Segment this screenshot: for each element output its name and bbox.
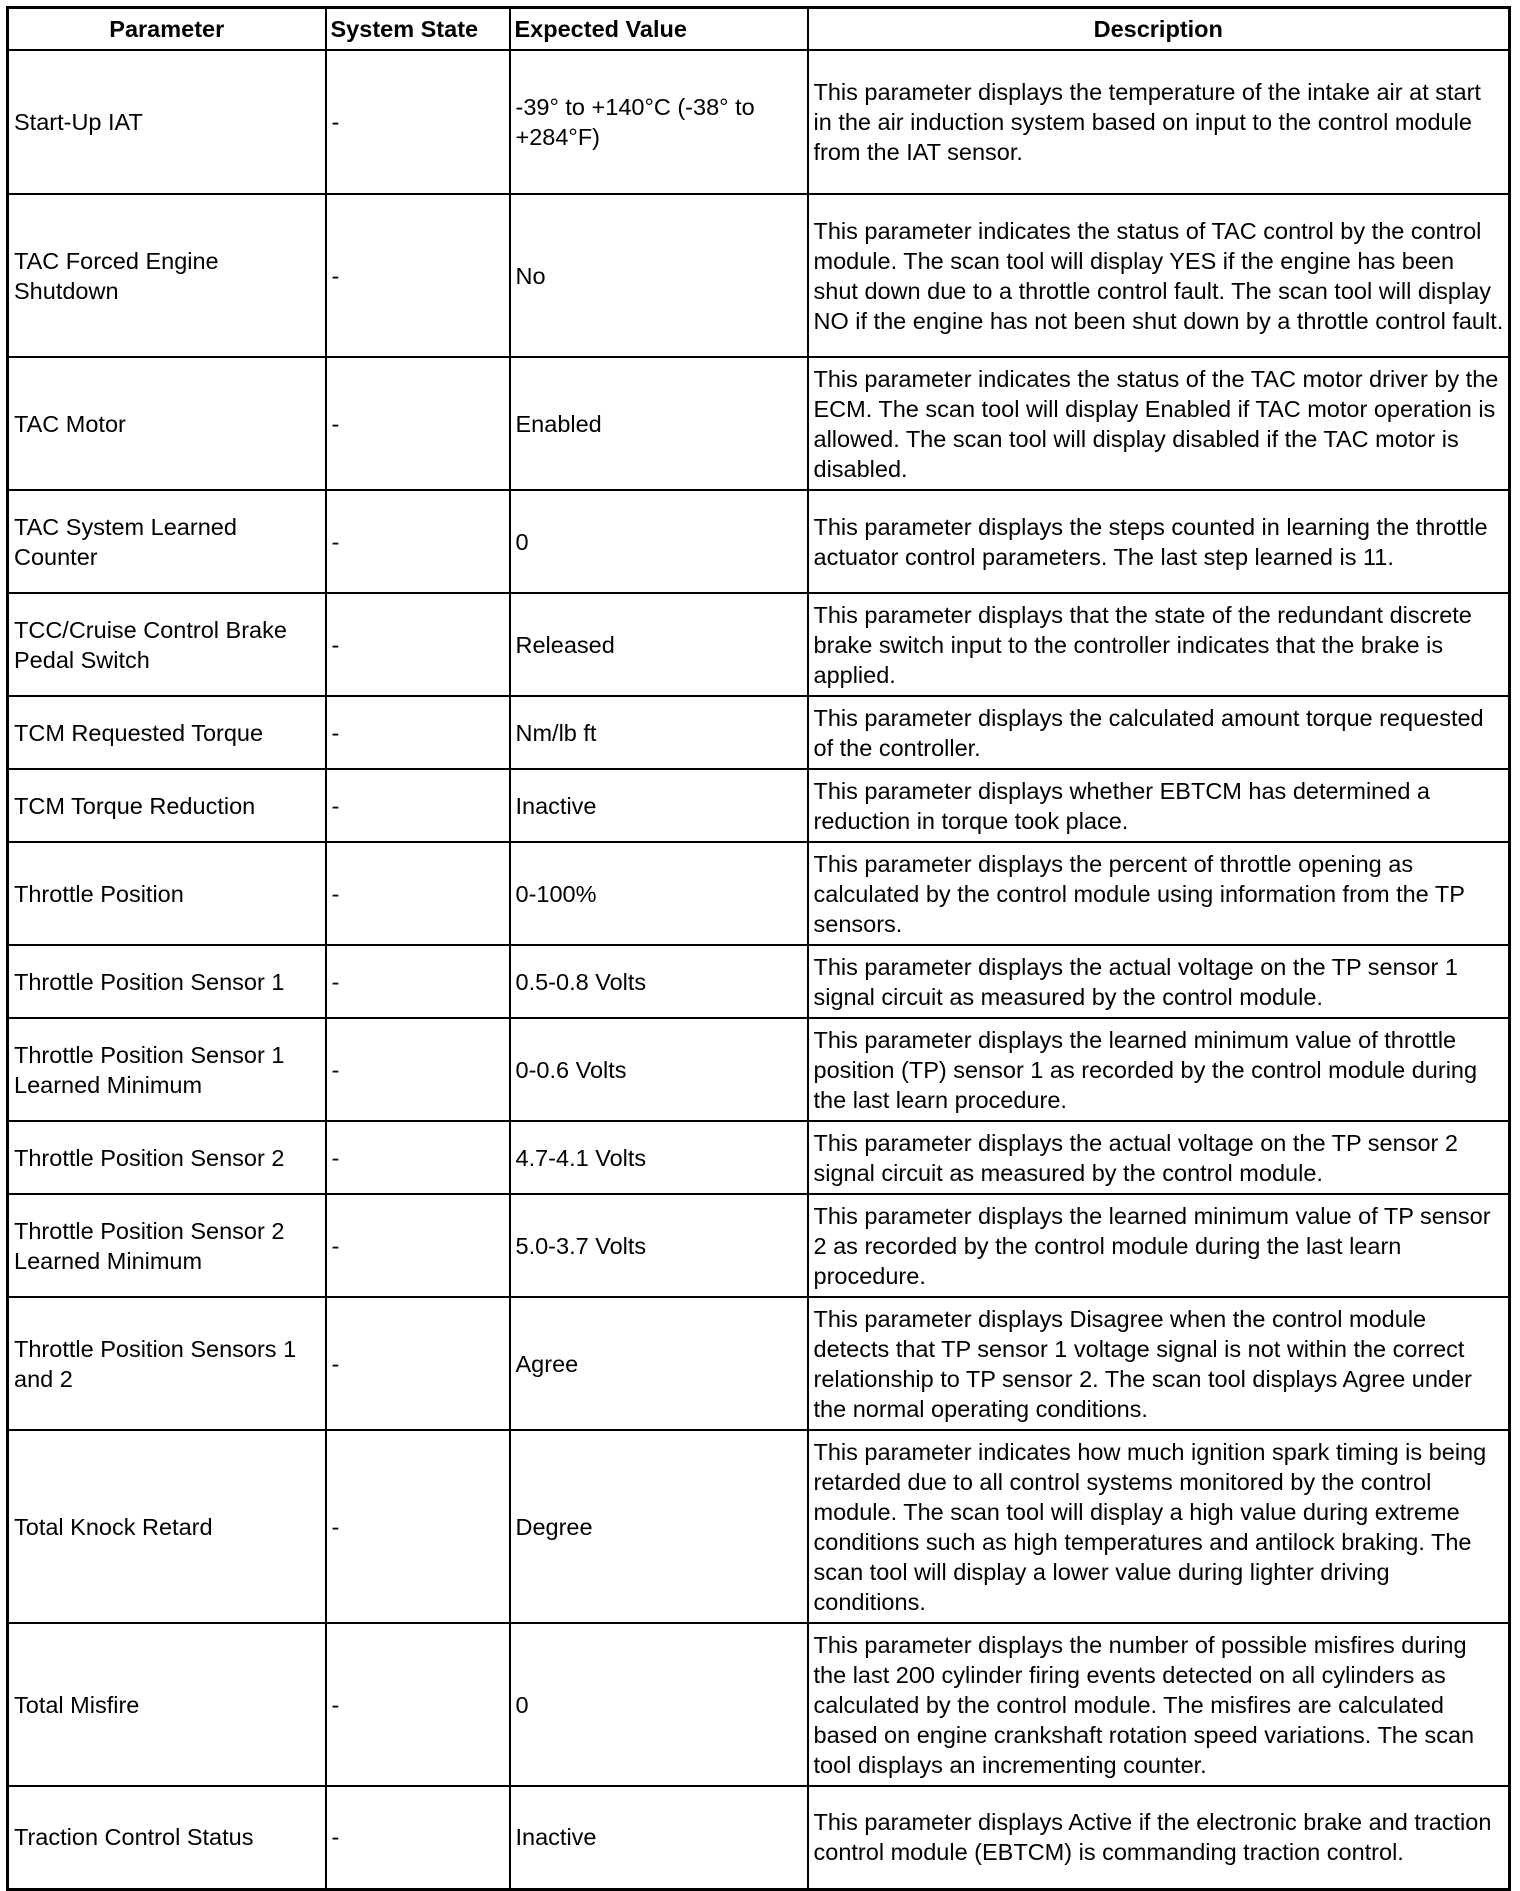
cell-system-state: - [326, 1297, 510, 1430]
table-row [8, 1018, 1510, 1121]
cell-description: This parameter indicates the status of TAC control by the control module. The scan tool will display YES if the engine has been shut down due to a throttle control fault. The scan tool will display NO if the engine has not been shut down by a throttle control fault. [808, 194, 1510, 357]
cell-parameter: TCC/Cruise Control Brake Pedal Switch [8, 593, 326, 696]
table-row [8, 842, 1510, 945]
cell-expected-value: 0 [510, 1623, 808, 1786]
cell-parameter: Throttle Position Sensor 1 Learned Minimum [8, 1018, 326, 1121]
parameter-table [6, 6, 1511, 1891]
cell-system-state: - [326, 50, 510, 194]
cell-parameter: TAC Forced Engine Shutdown [8, 194, 326, 357]
table-row [8, 1623, 1510, 1786]
cell-system-state: - [326, 194, 510, 357]
table-row [8, 945, 1510, 1018]
cell-system-state: - [326, 1430, 510, 1623]
cell-description: This parameter displays the number of possible misfires during the last 200 cylinder firing events detected on all cylinders as calculated by the control module. The misfires are calculated based on engine crankshaft rotation speed variations. The scan tool displays an incrementing counter. [808, 1623, 1510, 1786]
cell-system-state: - [326, 1623, 510, 1786]
cell-system-state: - [326, 769, 510, 842]
cell-parameter: Throttle Position Sensor 1 [8, 945, 326, 1018]
cell-system-state: - [326, 945, 510, 1018]
cell-expected-value: No [510, 194, 808, 357]
header-parameter: Parameter [8, 8, 326, 51]
cell-expected-value: 0-100% [510, 842, 808, 945]
cell-parameter: Throttle Position [8, 842, 326, 945]
table-body [8, 50, 1510, 1889]
cell-expected-value: 0 [510, 490, 808, 593]
table-row [8, 50, 1510, 194]
cell-expected-value: -39° to +140°C (-38° to +284°F) [510, 50, 808, 194]
cell-system-state: - [326, 1786, 510, 1889]
cell-description: This parameter displays the temperature of the intake air at start in the air induction system based on input to the control module from the IAT sensor. [808, 50, 1510, 194]
cell-description: This parameter displays the actual voltage on the TP sensor 1 signal circuit as measured by the control module. [808, 945, 1510, 1018]
cell-parameter: Throttle Position Sensor 2 [8, 1121, 326, 1194]
cell-system-state: - [326, 842, 510, 945]
cell-expected-value: Inactive [510, 1786, 808, 1889]
table-row [8, 769, 1510, 842]
cell-description: This parameter displays the learned minimum value of throttle position (TP) sensor 1 as recorded by the control module during the last learn procedure. [808, 1018, 1510, 1121]
cell-parameter: TAC Motor [8, 357, 326, 490]
cell-system-state: - [326, 1018, 510, 1121]
cell-parameter: TCM Requested Torque [8, 696, 326, 769]
cell-description: This parameter displays the calculated amount torque requested of the controller. [808, 696, 1510, 769]
cell-parameter: Total Knock Retard [8, 1430, 326, 1623]
cell-parameter: Total Misfire [8, 1623, 326, 1786]
cell-parameter: Traction Control Status [8, 1786, 326, 1889]
cell-expected-value: 0.5-0.8 Volts [510, 945, 808, 1018]
table-row [8, 1121, 1510, 1194]
cell-parameter: Start-Up IAT [8, 50, 326, 194]
cell-description: This parameter displays the learned minimum value of TP sensor 2 as recorded by the control module during the last learn procedure. [808, 1194, 1510, 1297]
table-row [8, 194, 1510, 357]
cell-system-state: - [326, 1194, 510, 1297]
cell-expected-value: Agree [510, 1297, 808, 1430]
cell-description: This parameter displays Disagree when the control module detects that TP sensor 1 voltage signal is not within the correct relationship to TP sensor 2. The scan tool displays Agree under the normal operating conditions. [808, 1297, 1510, 1430]
cell-system-state: - [326, 1121, 510, 1194]
table-row [8, 1297, 1510, 1430]
header-expected-value: Expected Value [510, 8, 808, 51]
cell-expected-value: Released [510, 593, 808, 696]
cell-system-state: - [326, 490, 510, 593]
table-row [8, 1786, 1510, 1889]
cell-expected-value: Enabled [510, 357, 808, 490]
header-row [8, 8, 1510, 51]
cell-system-state: - [326, 593, 510, 696]
cell-description: This parameter displays that the state of the redundant discrete brake switch input to the controller indicates that the brake is applied. [808, 593, 1510, 696]
cell-system-state: - [326, 357, 510, 490]
cell-expected-value: 5.0-3.7 Volts [510, 1194, 808, 1297]
cell-system-state: - [326, 696, 510, 769]
cell-description: This parameter displays the actual voltage on the TP sensor 2 signal circuit as measured by the control module. [808, 1121, 1510, 1194]
cell-description: This parameter displays whether EBTCM has determined a reduction in torque took place. [808, 769, 1510, 842]
cell-description: This parameter displays the percent of throttle opening as calculated by the control module using information from the TP sensors. [808, 842, 1510, 945]
table-row [8, 593, 1510, 696]
table-row [8, 696, 1510, 769]
cell-description: This parameter indicates how much ignition spark timing is being retarded due to all control systems monitored by the control module. The scan tool will display a high value during extreme conditions such as high temperatures and antilock braking. The scan tool will display a lower value during lighter driving conditions. [808, 1430, 1510, 1623]
cell-expected-value: Inactive [510, 769, 808, 842]
cell-parameter: Throttle Position Sensors 1 and 2 [8, 1297, 326, 1430]
cell-description: This parameter displays the steps counted in learning the throttle actuator control parameters. The last step learned is 11. [808, 490, 1510, 593]
cell-parameter: TAC System Learned Counter [8, 490, 326, 593]
header-system-state: System State [326, 8, 510, 51]
cell-expected-value: Degree [510, 1430, 808, 1623]
table-row [8, 1194, 1510, 1297]
cell-description: This parameter displays Active if the electronic brake and traction control module (EBTCM) is commanding traction control. [808, 1786, 1510, 1889]
table-row [8, 1430, 1510, 1623]
table-row [8, 357, 1510, 490]
header-description: Description [808, 8, 1510, 51]
cell-expected-value: 4.7-4.1 Volts [510, 1121, 808, 1194]
cell-expected-value: 0-0.6 Volts [510, 1018, 808, 1121]
table-header [8, 8, 1510, 51]
cell-expected-value: Nm/lb ft [510, 696, 808, 769]
cell-parameter: TCM Torque Reduction [8, 769, 326, 842]
table-row [8, 490, 1510, 593]
cell-parameter: Throttle Position Sensor 2 Learned Minimum [8, 1194, 326, 1297]
cell-description: This parameter indicates the status of the TAC motor driver by the ECM. The scan tool will display Enabled if TAC motor operation is allowed. The scan tool will display disabled if the TAC motor is disabled. [808, 357, 1510, 490]
